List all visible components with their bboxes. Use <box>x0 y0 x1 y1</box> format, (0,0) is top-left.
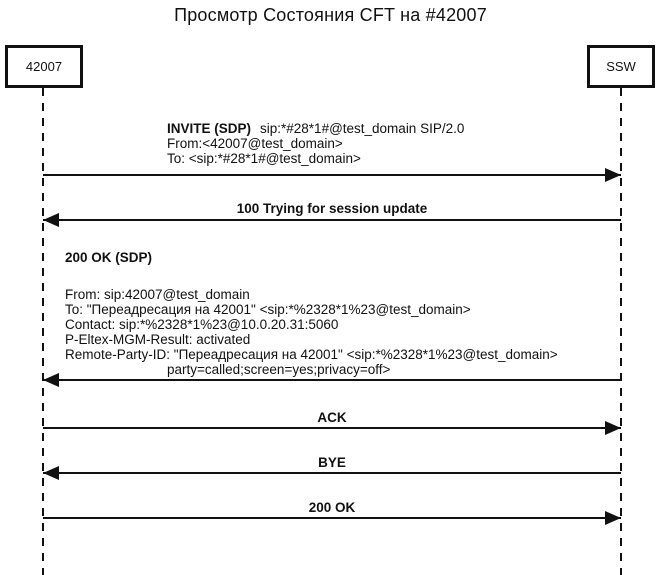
invite-message-text <box>167 121 464 166</box>
ok-sdp-title: 200 OK (SDP) <box>65 250 153 265</box>
ack-message-label: ACK <box>317 410 347 425</box>
actor-label-ssw: SSW <box>606 59 636 74</box>
arrowhead-left-icon <box>43 373 59 387</box>
arrowhead-left-icon <box>43 213 59 227</box>
ok-sdp-message-text <box>65 250 558 377</box>
page-title: Просмотр Состояния CFT на #42007 <box>174 5 487 25</box>
invite-method: INVITE (SDP) <box>167 121 252 136</box>
trying-message-label: 100 Trying for session update <box>236 201 428 216</box>
arrowhead-left-icon <box>43 466 59 480</box>
invite-header-to: To: <sip:*#28*1#@test_domain> <box>167 151 361 166</box>
arrowhead-right-icon <box>605 421 621 435</box>
ok-sdp-header-from: From: sip:42007@test_domain <box>65 287 250 302</box>
invite-request-line <box>167 121 464 136</box>
message-arrow-ack <box>43 427 621 429</box>
message-arrow-ok-sdp <box>43 379 621 381</box>
actor-box-42007 <box>5 45 83 88</box>
actor-label-42007: 42007 <box>25 59 63 74</box>
arrowhead-right-icon <box>605 511 621 525</box>
ok-sdp-header-contact: Contact: sip:*%2328*1%23@10.0.20.31:5060 <box>65 317 339 332</box>
ok-sdp-header-mgm-result: P-Eltex-MGM-Result: activated <box>65 332 251 347</box>
message-arrow-ok <box>43 517 621 519</box>
ok-message-label: 200 OK <box>308 500 356 515</box>
bye-message-label: BYE <box>318 455 346 470</box>
message-arrow-bye <box>43 472 621 474</box>
arrowhead-right-icon <box>605 168 621 182</box>
invite-uri: sip:*#28*1#@test_domain SIP/2.0 <box>260 121 465 136</box>
ok-sdp-header-remote-party-id: Remote-Party-ID: "Переадресация на 42001" <sip:*%2328*1%23@test_domain> <box>65 347 558 362</box>
message-arrow-invite <box>43 174 621 176</box>
message-arrow-trying <box>43 219 621 221</box>
invite-header-from: From:<42007@test_domain> <box>167 136 343 151</box>
ok-sdp-header-continuation: party=called;screen=yes;privacy=off> <box>167 362 391 377</box>
ok-sdp-header-to: To: "Переадресация на 42001" <sip:*%2328*1%23@test_domain> <box>65 302 471 317</box>
ok-sdp-headers <box>65 287 558 377</box>
actor-box-ssw <box>587 45 655 88</box>
